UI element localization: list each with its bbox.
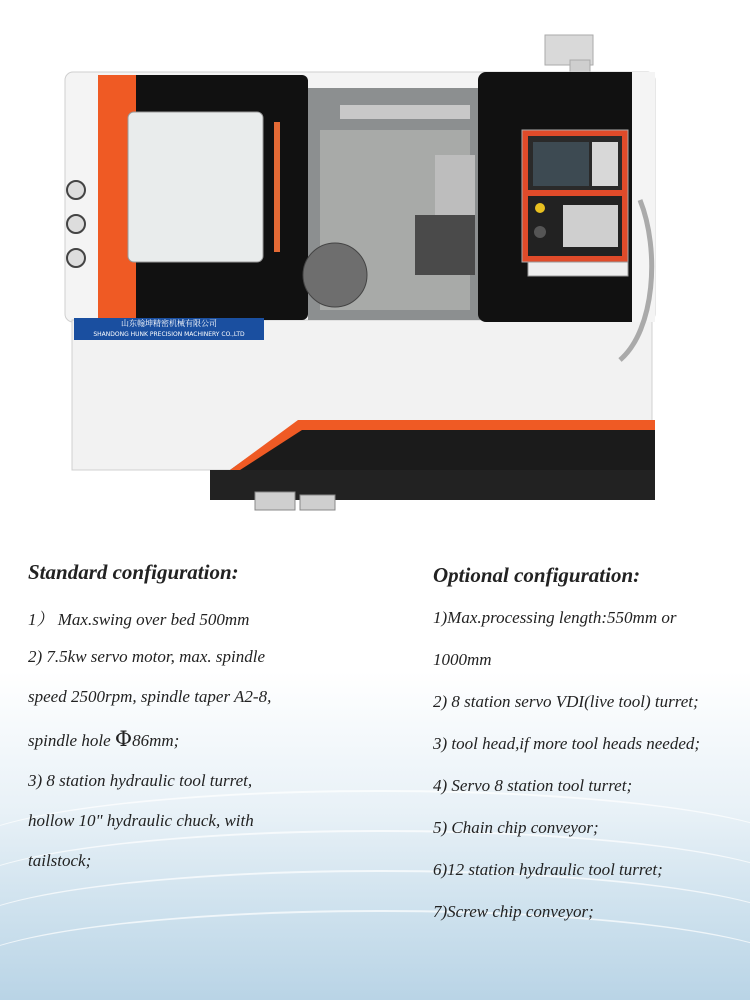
phi-symbol: Φ: [114, 727, 133, 751]
standard-line-part: spindle hole: [28, 731, 115, 750]
nameplate-english: SHANDONG HUNK PRECISION MACHINERY CO.,LTD: [93, 331, 245, 338]
standard-line-part: 86mm;: [132, 731, 180, 750]
optional-line: 4) Servo 8 station tool turret;: [433, 776, 633, 795]
company-nameplate: [74, 318, 264, 340]
standard-line: 2) 7.5kw servo motor, max. spindle: [28, 647, 266, 666]
standard-line: 3) 8 station hydraulic tool turret,: [28, 771, 253, 790]
standard-line: tailstock;: [28, 851, 92, 870]
optional-line: 7)Screw chip conveyor;: [433, 902, 594, 921]
optional-line: 3) tool head,if more tool heads needed;: [433, 734, 701, 753]
standard-line: 1） Max.swing over bed 500mm: [28, 610, 250, 629]
optional-line: 2) 8 station servo VDI(live tool) turret;: [433, 692, 699, 711]
optional-title: Optional configuration:: [433, 563, 641, 587]
optional-line: 1)Max.processing length:550mm or: [433, 608, 677, 627]
optional-line: 1000mm: [433, 650, 492, 669]
optional-line: 6)12 station hydraulic tool turret;: [433, 860, 663, 879]
standard-title: Standard configuration:: [28, 560, 239, 584]
standard-line: hollow 10" hydraulic chuck, with: [28, 811, 254, 830]
standard-line: speed 2500rpm, spindle taper A2-8,: [28, 687, 272, 706]
standard-configuration: [28, 560, 398, 871]
nameplate-chinese: 山东翰坤精密机械有限公司: [121, 319, 217, 328]
wave-decoration: [0, 910, 750, 1000]
optional-line: 5) Chain chip conveyor;: [433, 818, 599, 837]
standard-line: [28, 727, 398, 751]
optional-configuration: [433, 563, 743, 922]
